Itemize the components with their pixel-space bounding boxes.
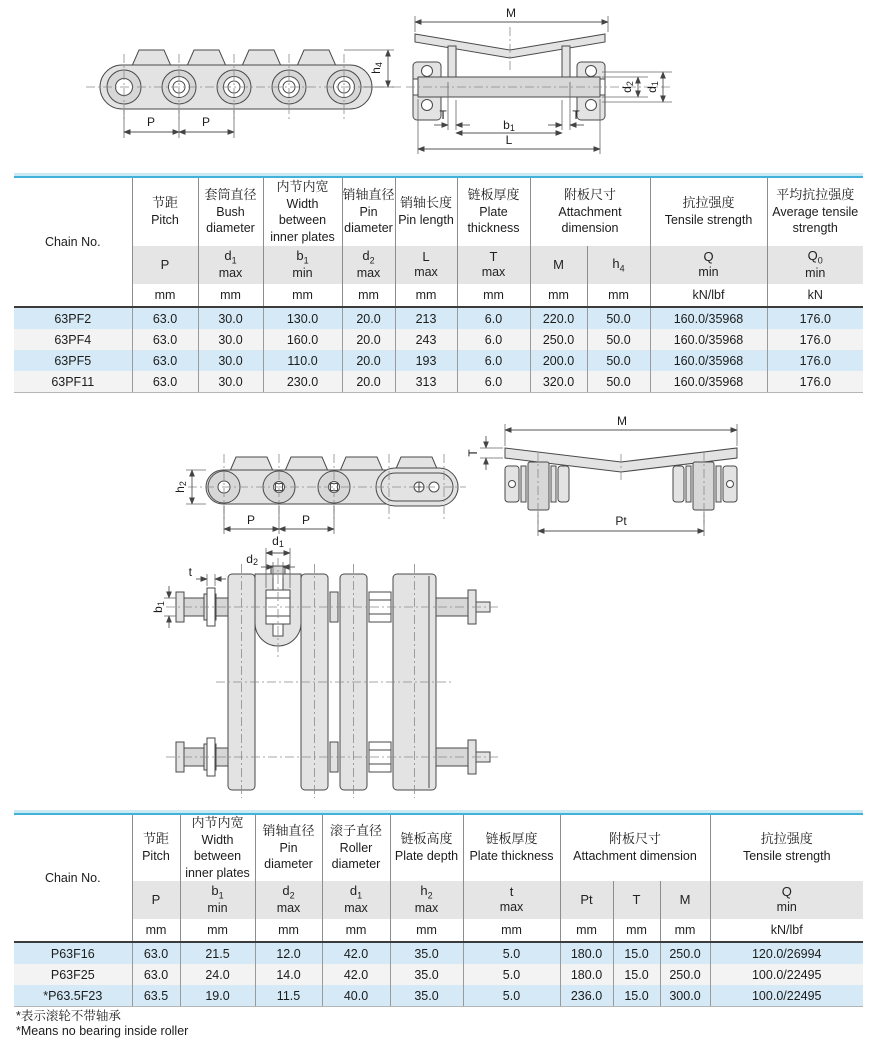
dim-label-t-left: T [439,108,447,122]
value-cell: 6.0 [457,307,530,329]
dim-label-d2: d2 [246,552,258,567]
value-cell: 20.0 [342,329,395,350]
value-cell: 30.0 [198,350,263,371]
value-cell: 230.0 [263,371,342,393]
value-cell: 120.0/26994 [710,942,863,964]
value-cell: 63.0 [132,350,198,371]
dim-label-pt: Pt [615,514,627,528]
column-header-attachment: 附板尺寸 Attachment dimension [560,815,710,881]
symbol-header: t max [463,881,560,919]
column-header: 抗拉强度 Tensile strength [710,815,863,881]
value-cell: 50.0 [587,329,650,350]
dim-label-p: P [246,513,256,527]
symbol-header: T [613,881,660,919]
footnote-en: *Means no bearing inside roller [16,1023,189,1038]
dim-label-b1: b1 [503,118,515,133]
unit-cell: mm [198,284,263,307]
unit-cell: mm [613,919,660,942]
value-cell: 213 [395,307,457,329]
table-row [14,371,863,393]
symbol-header: $Q_0$ min [767,246,863,284]
symbol-header: Q min [710,881,863,919]
column-header: 节距 Pitch [132,178,198,246]
unit-cell: mm [395,284,457,307]
value-cell: 160.0 [263,329,342,350]
symbol-header: T max [457,246,530,284]
value-cell: 100.0/22495 [710,964,863,985]
chain-no-cell: 63PF2 [14,307,132,329]
value-cell: 160.0/35968 [650,350,767,371]
value-cell: 63.0 [132,307,198,329]
table-row [14,942,863,964]
unit-cell: kN/lbf [650,284,767,307]
value-cell: 30.0 [198,329,263,350]
value-cell: 15.0 [613,964,660,985]
value-cell: 14.0 [255,964,322,985]
value-cell: 313 [395,371,457,393]
dim-label-d1: d1 [272,534,284,549]
value-cell: 250.0 [660,942,710,964]
value-cell: 63.0 [132,964,180,985]
table-row [14,329,863,350]
column-header: 链板厚度 Plate thickness [463,815,560,881]
chain-no-cell: 63PF5 [14,350,132,371]
symbol-header: $d_2$ max [255,881,322,919]
unit-cell: kN/lbf [710,919,863,942]
value-cell: 19.0 [180,985,255,1007]
value-cell: 160.0/35968 [650,329,767,350]
symbol-header: $d_2$ max [342,246,395,284]
value-cell: 250.0 [660,964,710,985]
dim-label-d1: d1 [645,81,660,93]
table-row [14,964,863,985]
value-cell: 5.0 [463,985,560,1007]
value-cell: 30.0 [198,307,263,329]
value-cell: 6.0 [457,329,530,350]
value-cell: 24.0 [180,964,255,985]
symbol-header: P [132,246,198,284]
column-header: 套筒直径 Bush diameter [198,178,263,246]
symbol-header: $h_4$ [587,246,650,284]
chain-no-header: Chain No. [14,178,132,307]
chain-no-cell: 63PF4 [14,329,132,350]
chain-no-cell: P63F25 [14,964,132,985]
dim-label-b1: b1 [151,601,166,613]
column-header: 内节内宽 Width between inner plates [180,815,255,881]
unit-cell: mm [132,919,180,942]
symbol-header: $d_1$ max [198,246,263,284]
chain-no-cell: P63F16 [14,942,132,964]
dim-label-m: M [506,6,516,20]
value-cell: 20.0 [342,307,395,329]
unit-cell: mm [132,284,198,307]
value-cell: 50.0 [587,307,650,329]
unit-cell: mm [560,919,613,942]
value-cell: 176.0 [767,350,863,371]
symbol-header: Q min [650,246,767,284]
chain-no-cell: *P63.5F23 [14,985,132,1007]
value-cell: 35.0 [390,964,463,985]
dim-label-t: t [188,565,192,579]
value-cell: 250.0 [530,329,587,350]
value-cell: 63.5 [132,985,180,1007]
value-cell: 160.0/35968 [650,307,767,329]
value-cell: 20.0 [342,350,395,371]
value-cell: 40.0 [322,985,390,1007]
column-header: 销轴长度 Pin length [395,178,457,246]
value-cell: 42.0 [322,942,390,964]
dim-label-p: P [201,115,211,129]
chain-no-header: Chain No. [14,815,132,942]
value-cell: 180.0 [560,964,613,985]
roller-plan-view-drawing [151,528,503,806]
column-header-attachment: 附板尺寸 Attachment dimension [530,178,650,246]
value-cell: 100.0/22495 [710,985,863,1007]
symbol-header: M [660,881,710,919]
value-cell: 50.0 [587,350,650,371]
value-cell: 193 [395,350,457,371]
dim-label-h2: h2 [173,481,188,493]
unit-cell: mm [457,284,530,307]
bush-chain-spec-table [14,173,863,393]
value-cell: 15.0 [613,942,660,964]
column-header: 抗拉强度 Tensile strength [650,178,767,246]
value-cell: 6.0 [457,350,530,371]
footnotes [16,1009,188,1038]
value-cell: 220.0 [530,307,587,329]
symbol-header: M [530,246,587,284]
column-header: 节距 Pitch [132,815,180,881]
unit-cell: mm [255,919,322,942]
value-cell: 130.0 [263,307,342,329]
value-cell: 176.0 [767,371,863,393]
value-cell: 15.0 [613,985,660,1007]
dim-label-h4: h4 [369,62,384,74]
value-cell: 42.0 [322,964,390,985]
unit-cell: mm [342,284,395,307]
unit-cell: mm [390,919,463,942]
value-cell: 21.5 [180,942,255,964]
column-header: 链板厚度 Plate thickness [457,178,530,246]
dim-label-t: T [466,449,480,457]
value-cell: 20.0 [342,371,395,393]
value-cell: 5.0 [463,964,560,985]
dim-label-m: M [617,414,627,428]
symbol-header: $b_1$ min [263,246,342,284]
value-cell: 300.0 [660,985,710,1007]
bush-chain-side-view-drawing [14,6,409,166]
footnote-zh: *表示滚轮不带轴承 [16,1009,121,1023]
value-cell: 63.0 [132,942,180,964]
value-cell: 30.0 [198,371,263,393]
bush-chain-section-view-drawing [410,2,800,160]
table-row [14,350,863,371]
column-header: 销轴直径 Pin diameter [342,178,395,246]
unit-cell: mm [322,919,390,942]
column-header: 链板高度 Plate depth [390,815,463,881]
value-cell: 35.0 [390,942,463,964]
symbol-header: $h_2$ max [390,881,463,919]
column-header: 销轴直径 Pin diameter [255,815,322,881]
column-header: 内节内宽 Width between inner plates [263,178,342,246]
value-cell: 63.0 [132,371,198,393]
value-cell: 160.0/35968 [650,371,767,393]
unit-cell: mm [587,284,650,307]
value-cell: 320.0 [530,371,587,393]
unit-cell: mm [530,284,587,307]
unit-cell: mm [463,919,560,942]
chain-no-cell: 63PF11 [14,371,132,393]
value-cell: 5.0 [463,942,560,964]
value-cell: 110.0 [263,350,342,371]
value-cell: 35.0 [390,985,463,1007]
value-cell: 200.0 [530,350,587,371]
dim-label-l: L [505,133,513,147]
roller-chain-spec-table [14,810,863,1007]
value-cell: 176.0 [767,307,863,329]
unit-cell: mm [180,919,255,942]
dim-label-p: P [146,115,156,129]
dim-label-p: P [301,513,311,527]
roller-shapes [176,566,490,790]
value-cell: 63.0 [132,329,198,350]
table-row [14,307,863,329]
symbol-header: L max [395,246,457,284]
symbol-header: $d_1$ max [322,881,390,919]
unit-cell: mm [660,919,710,942]
value-cell: 50.0 [587,371,650,393]
value-cell: 243 [395,329,457,350]
column-header: 平均抗拉强度 Average tensile strength [767,178,863,246]
value-cell: 176.0 [767,329,863,350]
value-cell: 180.0 [560,942,613,964]
value-cell: 236.0 [560,985,613,1007]
chain-links-group [100,50,372,109]
attachment-section-view-drawing [466,412,842,545]
column-header: 滚子直径 Roller diameter [322,815,390,881]
value-cell: 6.0 [457,371,530,393]
unit-cell: kN [767,284,863,307]
symbol-header: $b_1$ min [180,881,255,919]
unit-cell: mm [263,284,342,307]
dim-label-t-right: T [572,108,580,122]
symbol-header: Pt [560,881,613,919]
table-row [14,985,863,1007]
chain-links-group [206,457,458,506]
value-cell: 11.5 [255,985,322,1007]
dim-label-d2: d2 [620,81,635,93]
value-cell: 12.0 [255,942,322,964]
symbol-header: P [132,881,180,919]
